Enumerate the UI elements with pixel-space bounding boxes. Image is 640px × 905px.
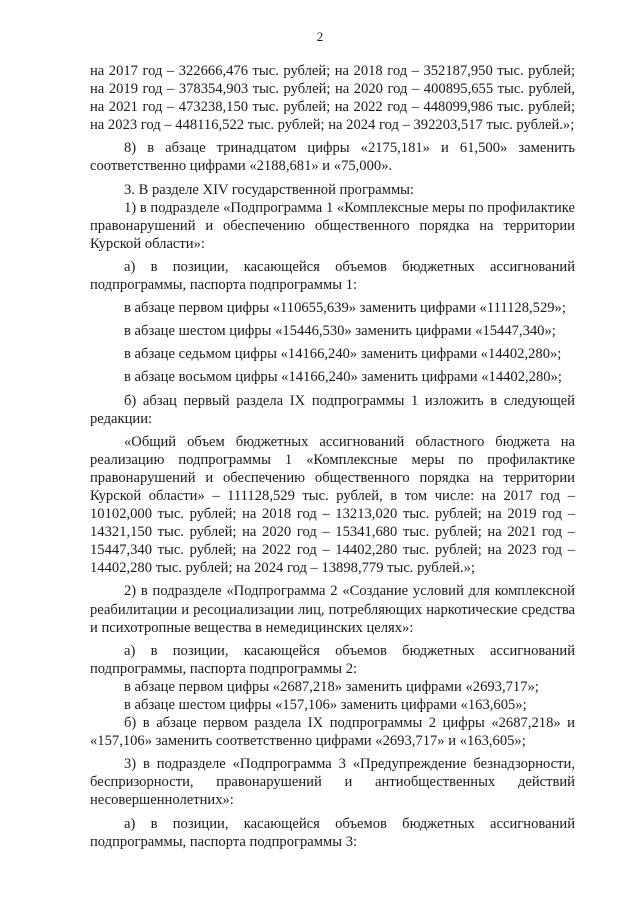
paragraph: в абзаце шестом цифры «15446,530» заменить цифрами «15447,340»;	[124, 323, 556, 340]
paragraph: а) в позиции, касающейся объемов бюджетных ассигнований подпрограммы, паспорта подпрограммы 2:	[90, 642, 575, 677]
page-number: 2	[316, 29, 324, 44]
paragraph: на 2017 год – 322666,476 тыс. рублей; на 2018 год – 352187,950 тыс. рублей; на 2019 год – 378354,903 тыс. рублей; на 2020 год – 400895,655 тыс. рублей, на 2021 год – 473238,150 тыс. рублей; на 2022 год – 448099,986 тыс. рублей; на 2023 год – 448116,522 тыс. рублей; на 2024 год – 392203,517 тыс. рублей.»;	[90, 63, 575, 134]
paragraph: а) в позиции, касающейся объемов бюджетных ассигнований подпрограммы, паспорта подпрограммы 3:	[90, 815, 575, 850]
paragraph: в абзаце шестом цифры «157,106» заменить цифрами «163,605»;	[124, 697, 527, 713]
paragraph: в абзаце первом цифры «2687,218» заменить цифрами «2693,717»;	[124, 678, 539, 695]
paragraph: 8) в абзаце тринадцатом цифры «2175,181» и 61,500» заменить соответственно цифрами «2188,681» и «75,000».	[90, 140, 575, 175]
paragraph: в абзаце первом цифры «110655,639» заменить цифрами «111128,529»;	[124, 300, 566, 317]
paragraph: «Общий объем бюджетных ассигнований областного бюджета на реализацию подпрограммы 1 «Комплексные меры по профилактике правонарушений и обеспечению общественного порядка на территории Курской области» – 111128,529 тыс. рублей, в том числе: на 2017 год – 10102,000 тыс. рублей; на 2018 год – 13213,020 тыс. рублей; на 2019 год – 14321,150 тыс. рублей; на 2020 год – 15341,680 тыс. рублей; на 2021 год – 15447,340 тыс. рублей; на 2022 год – 14402,280 тыс. рублей; на 2023 год – 14402,280 тыс. рублей; на 2024 год – 13898,779 тыс. рублей.»;	[90, 433, 575, 577]
paragraph: 2) в подразделе «Подпрограмма 2 «Создание условий для комплексной реабилитации и ресоциализации лиц, потребляющих наркотические средства и психотропные вещества в немедицинских целях»:	[90, 583, 575, 636]
paragraph: в абзаце седьмом цифры «14166,240» заменить цифрами «14402,280»;	[124, 346, 562, 363]
paragraph: б) абзац первый раздела IX подпрограммы 1 изложить в следующей редакции:	[90, 392, 575, 427]
document-body	[90, 62, 575, 851]
paragraph: б) в абзаце первом раздела IX подпрограммы 2 цифры «2687,218» и «157,106» заменить соответственно цифрами «2693,717» и «163,605»;	[90, 715, 575, 750]
paragraph: а) в позиции, касающейся объемов бюджетных ассигнований подпрограммы, паспорта подпрограммы 1:	[90, 258, 575, 294]
paragraph: 1) в подразделе «Подпрограмма 1 «Комплексные меры по профилактике правонарушений и обеспечению общественного порядка на территории Курской области»:	[90, 199, 575, 252]
paragraph: 3. В разделе XIV государственной программы:	[124, 181, 415, 198]
paragraph: 3) в подразделе «Подпрограмма 3 «Предупреждение безнадзорности, беспризорности, правонарушений и антиобщественных действий несовершеннолетних»:	[90, 756, 575, 809]
paragraph: в абзаце восьмом цифры «14166,240» заменить цифрами «14402,280»;	[124, 369, 562, 386]
